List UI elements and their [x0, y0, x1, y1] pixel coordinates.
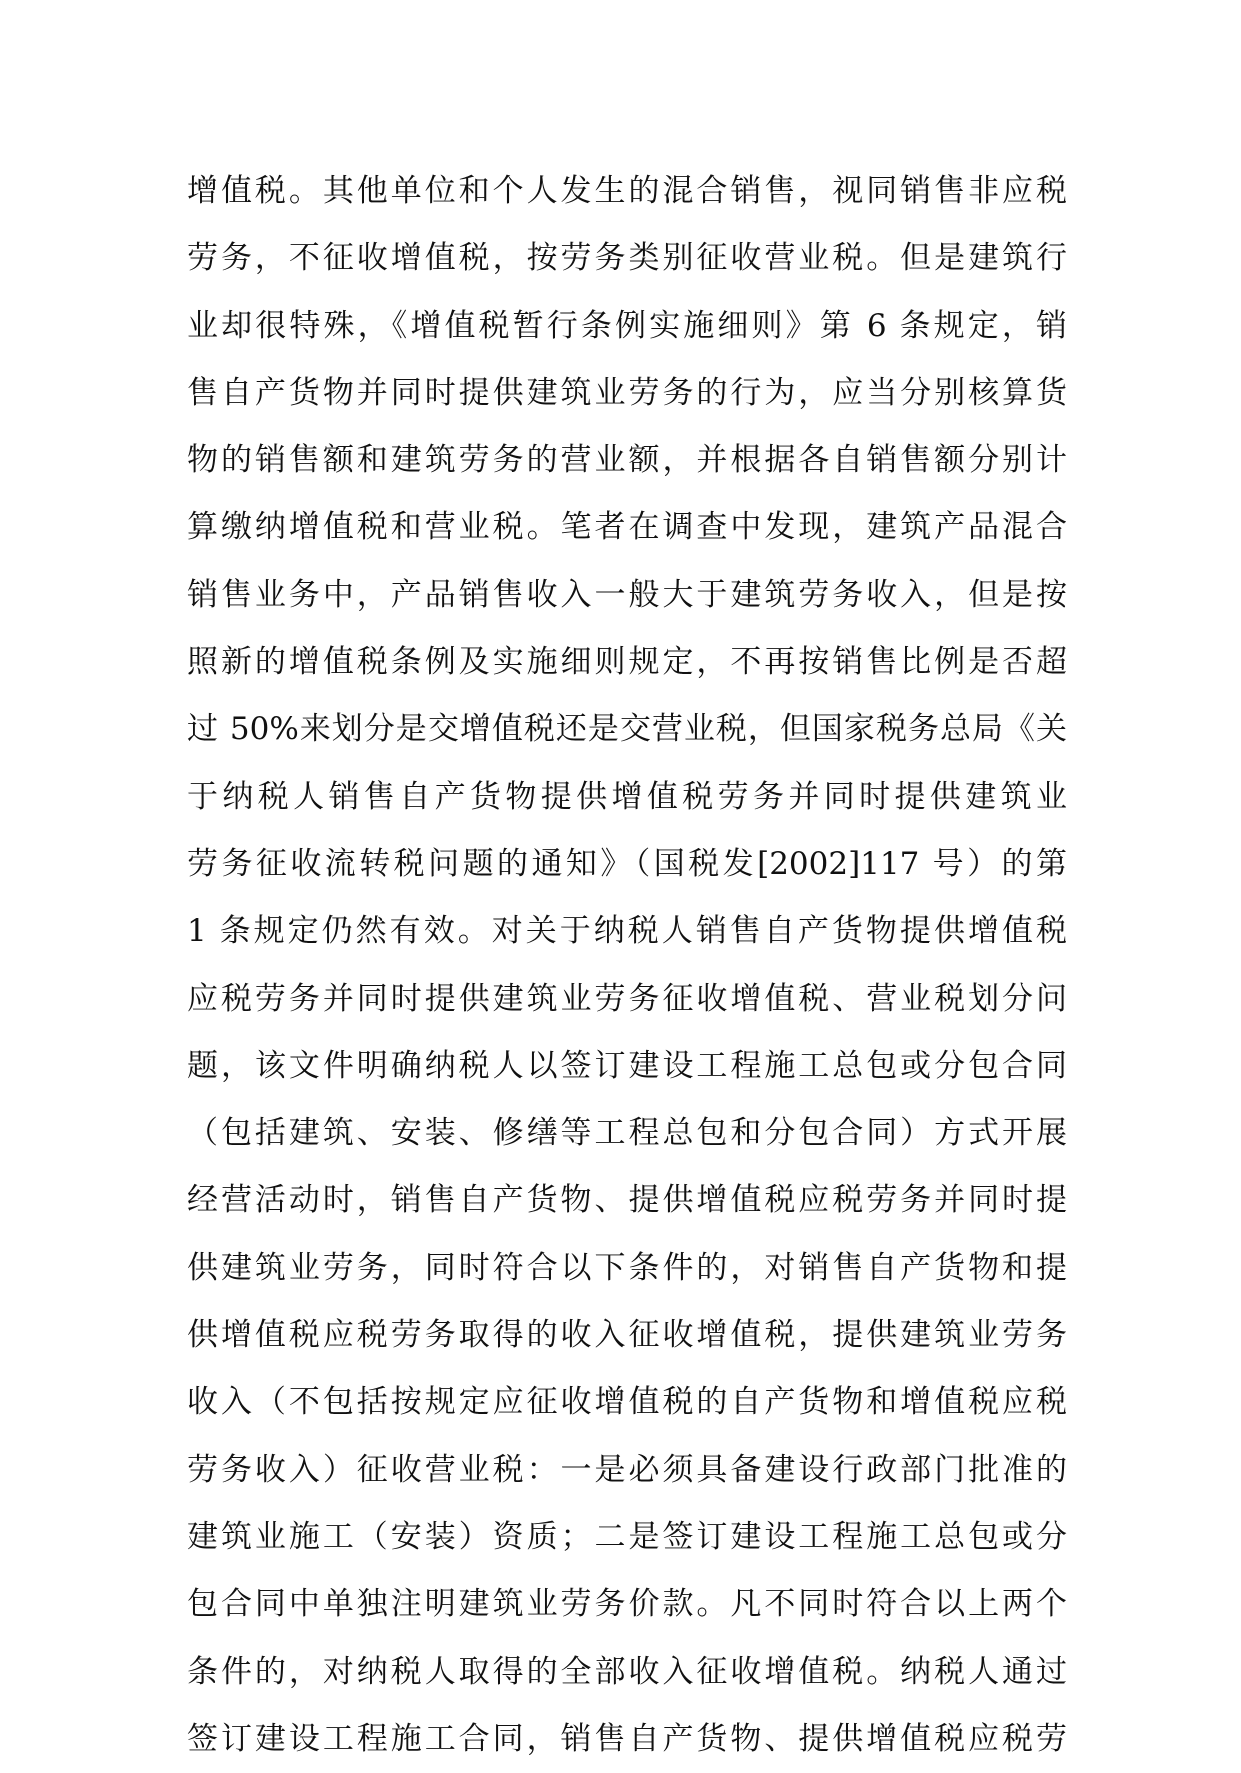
- text-line: 包合同中单独注明建筑业劳务价款。凡不同时符合以上两个: [187, 1586, 1067, 1623]
- text-line: 算缴纳增值税和营业税。笔者在调查中发现，建筑产品混合: [187, 509, 1067, 546]
- text-line: （包括建筑、安装、修缮等工程总包和分包合同）方式开展: [187, 1115, 1067, 1152]
- text-line: 1 条规定仍然有效。对关于纳税人销售自产货物提供增值税: [187, 913, 1067, 950]
- text-line: 经营活动时，销售自产货物、提供增值税应税劳务并同时提: [187, 1182, 1067, 1219]
- text-line: 增值税。其他单位和个人发生的混合销售，视同销售非应税: [187, 173, 1067, 209]
- text-line: 销售业务中，产品销售收入一般大于建筑劳务收入，但是按: [187, 576, 1067, 613]
- text-line: 售自产货物并同时提供建筑业劳务的行为，应当分别核算货: [187, 374, 1067, 411]
- text-line: 于纳税人销售自产货物提供增值税劳务并同时提供建筑业: [187, 778, 1067, 815]
- text-line: 劳务征收流转税问题的通知》（国税发[2002]117 号）的第: [187, 845, 1067, 882]
- text-line: 建筑业施工（安装）资质；二是签订建设工程施工总包或分: [187, 1518, 1067, 1555]
- text-line: 供建筑业劳务，同时符合以下条件的，对销售自产货物和提: [187, 1249, 1067, 1286]
- text-line: 照新的增值税条例及实施细则规定，不再按销售比例是否超: [187, 644, 1067, 681]
- text-line: 条件的，对纳税人取得的全部收入征收增值税。纳税人通过: [187, 1653, 1067, 1690]
- text-line: 劳务收入）征收营业税：一是必须具备建设行政部门批准的: [187, 1451, 1067, 1488]
- text-line: 供增值税应税劳务取得的收入征收增值税，提供建筑业劳务: [187, 1317, 1067, 1354]
- text-line: 业却很特殊，《增值税暂行条例实施细则》第 6 条规定，销: [187, 307, 1067, 344]
- text-line: 签订建设工程施工合同，销售自产货物、提供增值税应税劳: [187, 1720, 1067, 1757]
- text-line: 应税劳务并同时提供建筑业劳务征收增值税、营业税划分问: [187, 980, 1067, 1017]
- text-line: 收入（不包括按规定应征收增值税的自产货物和增值税应税: [187, 1384, 1067, 1421]
- text-line: 物的销售额和建筑劳务的营业额，并根据各自销售额分别计: [187, 442, 1067, 479]
- text-line: 题，该文件明确纳税人以签订建设工程施工总包或分包合同: [187, 1047, 1067, 1084]
- body-text: [187, 158, 1067, 1773]
- text-line: 过 50%来划分是交增值税还是交营业税，但国家税务总局《关: [187, 711, 1067, 748]
- text-line: 劳务，不征收增值税，按劳务类别征收营业税。但是建筑行: [187, 240, 1067, 277]
